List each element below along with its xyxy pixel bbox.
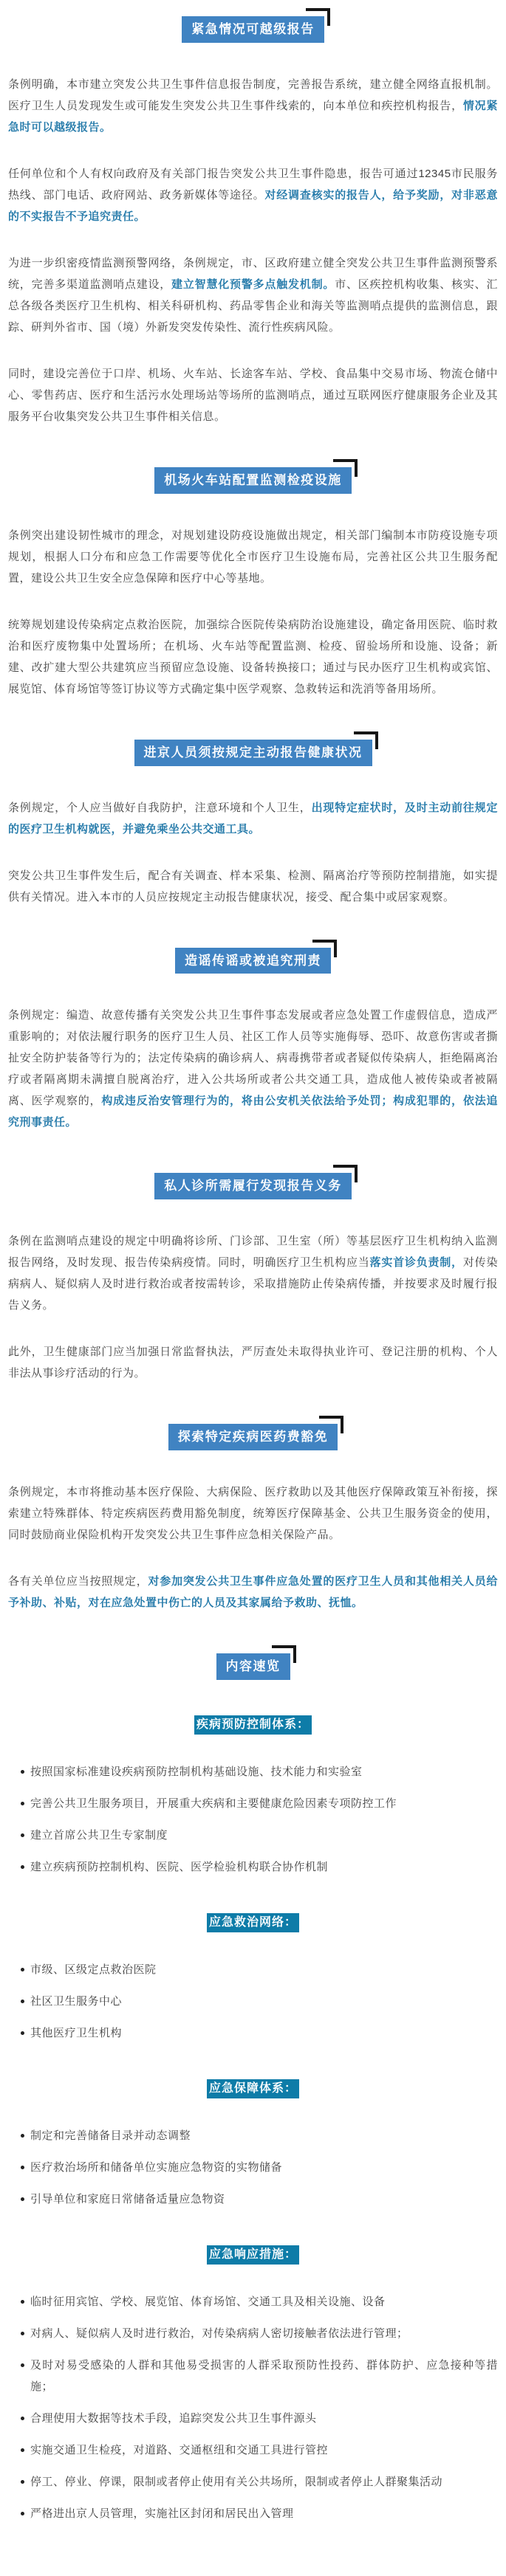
list-item — [21, 2188, 498, 2210]
text-run: 突发公共卫生事件发生后，配合有关调查、样本采集、检测、隔离治疗等预防控制措施，如实提供有关情况。进入本市的人员应按规定主动报告健康状况，接受、配合集中或居家观察。 — [8, 869, 498, 903]
article-sections — [8, 16, 498, 1614]
list-item-text: 停工、停业、停课，限制或者停止使用有关公共场所，限制或者停止人群聚集活动 — [30, 2475, 443, 2488]
list-item-text: 严格进出京人员管理，实施社区封闭和居民出入管理 — [30, 2507, 294, 2520]
section-badge — [182, 16, 324, 43]
section-title: 紧急情况可越级报告 — [191, 22, 315, 36]
list-item — [21, 2291, 498, 2312]
section-title: 私人诊所需履行发现报告义务 — [164, 1179, 342, 1194]
bullet-dot-icon — [21, 1865, 24, 1869]
section-header — [8, 1424, 498, 1450]
bullet-dot-icon — [21, 1802, 24, 1805]
list-item-text: 建立疾病预防控制机构、医院、医学检验机构联合协作机制 — [30, 1860, 329, 1873]
bullet-dot-icon — [21, 2417, 24, 2420]
bullet-dot-icon — [21, 2031, 24, 2035]
section-title: 探索特定疾病医药费豁免 — [177, 1430, 329, 1444]
corner-bracket-icon — [306, 8, 330, 26]
list-item-text: 对病人、疑似病人及时进行救治，对传染病病人密切接触者依法进行管理； — [30, 2327, 408, 2340]
group-badge: 应急救治网络： — [207, 1913, 299, 1932]
article-page — [0, 16, 506, 2576]
bullet-dot-icon — [21, 2363, 24, 2367]
bullet-list — [8, 2291, 498, 2524]
list-item — [21, 2022, 498, 2044]
bullet-dot-icon — [21, 2512, 24, 2515]
list-item — [21, 1793, 498, 1814]
bullet-dot-icon — [21, 2166, 24, 2169]
group-header — [8, 1715, 498, 1735]
text-run: 为进一步织密疫情监测预警网络，条例规定，市、区政府建立健全突发公共卫生事件监测预警系统，完善多渠道监测哨点建设， — [8, 256, 498, 291]
list-item-text: 及时对易受感染的人群和其他易受损害的人群采取预防性投药、群体防护、应急接种等措施； — [30, 2358, 498, 2393]
group-header — [8, 1913, 498, 1932]
section-badge — [168, 1424, 338, 1450]
list-item — [21, 1991, 498, 2012]
list-item — [21, 2323, 498, 2344]
section-badge — [154, 1173, 352, 1199]
paragraph — [8, 1005, 498, 1133]
list-item-text: 建立首席公共卫生专家制度 — [30, 1828, 168, 1842]
text-run: 此外，卫生健康部门应当加强日常监督执法，严厉查处未取得执业许可、登记注册的机构、个人非法从事诊疗活动的行为。 — [8, 1346, 498, 1380]
section-badge — [175, 948, 331, 974]
text-run: 统筹规划建设传染病定点救治医院，加强综合医院传染病防治设施建设，确定备用医院、临时救治和医疗废物集中处置场所；在机场、火车站等配置监测、检疫、留验场所和设施、设备；新建、改扩建大型公共建筑应当预留应急设施、设备转换接口；通过与民办医疗卫生机构或宾馆、展览馆、体育场馆等签订协议等方式确定集中医学观察、急救转运和洗消等备用场所。 — [8, 618, 498, 695]
list-item — [21, 2355, 498, 2397]
bullet-dot-icon — [21, 2300, 24, 2304]
text-run: 条例规定，本市将推动基本医疗保险、大病保险、医疗救助以及其他医疗保障政策互补衔接，探索建立特殊群体、特定疾病医药费用豁免制度，统筹医疗保障基金、公共卫生服务资金的使用，同时鼓励商业保险机构开发突发公共卫生事件应急相关保险产品。 — [8, 1486, 498, 1542]
paragraph — [8, 1571, 498, 1614]
group-badge: 应急保障体系： — [207, 2079, 299, 2098]
bullet-list — [8, 2125, 498, 2210]
list-item-text: 按照国家标准建设疾病预防控制机构基础设施、技术能力和实验室 — [30, 1765, 363, 1778]
group-header — [8, 2079, 498, 2098]
bullet-dot-icon — [21, 2197, 24, 2201]
bullet-dot-icon — [21, 1968, 24, 1971]
list-item — [21, 1856, 498, 1878]
list-item — [21, 1761, 498, 1783]
paragraph — [8, 525, 498, 589]
list-item-text: 临时征用宾馆、学校、展览馆、体育场馆、交通工具及相关设施、设备 — [30, 2295, 386, 2308]
list-item — [21, 1825, 498, 1846]
list-item-text: 市级、区级定点救治医院 — [30, 1963, 157, 1976]
list-item — [21, 2125, 498, 2146]
text-run: 条例规定：编造、故意传播有关突发公共卫生事件事态发展或者应急处置工作虚假信息，造成严重影响的；对依法履行职务的医疗卫生人员、社区工作人员等实施侮辱、恐吓、故意伤害或者撕扯安全防护装备等行为的；法定传染病的确诊病人、病毒携带者或者疑似传染病人，拒绝隔离治疗或者隔离期未满擅自脱离治疗，进入公共场所或者公共交通工具，造成他人被传染或者被隔离、医学观察的， — [8, 1009, 498, 1108]
text-run: 条例突出建设韧性城市的理念，对规划建设防疫设施做出规定，相关部门编制本市防疫设施专项规划，根据人口分布和应急工作需要等优化全市医疗卫生设施布局，完善社区公共卫生服务配置，建设公共卫生安全应急保障和医疗中心等基地。 — [8, 528, 498, 585]
list-item-text: 其他医疗卫生机构 — [30, 2026, 123, 2039]
text-run: 市、区疾控机构收集、核实、汇总各级各类医疗卫生机构、相关科研机构、药品零售企业和海关等监测哨点提供的监测信息，跟踪、研判外省市、国（境）外新发突发传染性、流行性疾病风险。 — [8, 278, 498, 334]
highlight-run: 构成违反治安管理行为的，将由公安机关依法给予处罚；构成犯罪的，依法追究刑事责任。 — [8, 1095, 498, 1129]
list-item — [21, 2471, 498, 2493]
corner-bracket-icon — [354, 731, 378, 749]
list-item-text: 医疗救治场所和储备单位实施应急物资的实物储备 — [30, 2160, 283, 2174]
group-badge: 应急响应措施： — [207, 2245, 299, 2265]
text-run: 任何单位和个人有权向政府及有关部门报告突发公共卫生事件隐患，报告可通过12345市民服务热线、部门电话、政府网站、政务新媒体等途径。 — [8, 167, 498, 202]
paragraph — [8, 252, 498, 338]
section-badge — [134, 740, 372, 766]
paragraph — [8, 865, 498, 908]
corner-bracket-icon — [333, 1165, 358, 1182]
paragraph — [8, 363, 498, 427]
list-item — [21, 2503, 498, 2524]
list-item — [21, 1959, 498, 1980]
section-header — [8, 16, 498, 43]
highlight-run: 出现特定症状时，及时主动前往规定的医疗卫生机构就医，并避免乘坐公共交通工具。 — [8, 801, 498, 836]
paragraph — [8, 163, 498, 227]
list-item-text: 引导单位和家庭日常储备适量应急物资 — [30, 2192, 225, 2205]
bullet-dot-icon — [21, 2480, 24, 2484]
bullet-dot-icon — [21, 1833, 24, 1837]
list-item — [21, 2408, 498, 2429]
group-badge: 疾病预防控制体系： — [194, 1715, 312, 1735]
corner-bracket-icon — [272, 1645, 296, 1663]
paragraph — [8, 1481, 498, 1546]
highlight-run: 对经调查核实的报告人，给予奖励，对非恶意的不实报告不予追究责任。 — [8, 188, 498, 223]
bullet-list — [8, 1959, 498, 2044]
section-title: 造谣传谣或被追究刑责 — [185, 953, 321, 968]
paragraph — [8, 74, 498, 138]
list-item-text: 合理使用大数据等技术手段，追踪突发公共卫生事件源头 — [30, 2411, 317, 2425]
text-run: 对传染病病人、疑似病人及时进行救治或者按需转诊，采取措施防止传染病传播，并按要求及时履行报告义务。 — [8, 1256, 498, 1312]
text-run: 条例在监测哨点建设的规定中明确将诊所、门诊部、卫生室（所）等基层医疗卫生机构纳入监测报告网络，及时发现、报告传染病疫情。同时，明确医疗卫生机构应当 — [8, 1235, 498, 1270]
highlight-run: 建立智慧化预警多点触发机制。 — [171, 278, 335, 291]
highlight-run: 情况紧急时可以越级报告。 — [8, 99, 498, 134]
list-item — [21, 2439, 498, 2461]
corner-bracket-icon — [333, 459, 358, 477]
text-run: 条例明确，本市建立突发公共卫生事件信息报告制度，完善报告系统，建立健全网络直报机制。医疗卫生人员发现发生或可能发生突发公共卫生事件线索的，向本单位和疾控机构报告， — [8, 78, 498, 112]
paragraph — [8, 1230, 498, 1316]
bullet-dot-icon — [21, 2332, 24, 2335]
list-item-text: 社区卫生服务中心 — [30, 1994, 123, 2008]
text-run: 各有关单位应当按照规定， — [8, 1575, 148, 1588]
section-header — [8, 740, 498, 766]
text-run: 同时，建设完善位于口岸、机场、火车站、长途客车站、学校、食品集中交易市场、物流仓储中心、零售药店、医疗和生活污水处理场站等场所的监测哨点，通过互联网医疗健康服务企业及其服务平台收集突发公共卫生事件相关信息。 — [8, 367, 498, 423]
corner-bracket-icon — [319, 1416, 343, 1433]
section-badge — [154, 467, 352, 494]
bullet-list — [8, 1761, 498, 1878]
bullet-dot-icon — [21, 1770, 24, 1774]
quickview-title: 内容速览 — [225, 1659, 281, 1674]
section-header — [8, 467, 498, 494]
section-title: 机场火车站配置监测检疫设施 — [164, 472, 342, 487]
list-item-text: 制定和完善储备目录并动态调整 — [30, 2129, 191, 2142]
bullet-dot-icon — [21, 2448, 24, 2452]
section-header — [8, 1173, 498, 1199]
paragraph — [8, 614, 498, 700]
quickview-badge — [216, 1653, 290, 1680]
list-item — [21, 2157, 498, 2178]
paragraph — [8, 797, 498, 840]
text-run: 条例规定，个人应当做好自我防护，注意环境和个人卫生， — [8, 801, 312, 814]
corner-bracket-icon — [312, 940, 337, 957]
group-header — [8, 2245, 498, 2265]
highlight-run: 落实首诊负责制， — [369, 1256, 463, 1270]
quickview-header — [8, 1653, 498, 1680]
highlight-run: 对参加突发公共卫生事件应急处置的医疗卫生人员和其他相关人员给予补助、补贴，对在应急处置中伤亡的人员及其家属给予救助、抚恤。 — [8, 1575, 498, 1610]
list-item-text: 完善公共卫生服务项目，开展重大疾病和主要健康危险因素专项防控工作 — [30, 1797, 397, 1810]
bullet-dot-icon — [21, 2134, 24, 2138]
list-item-text: 实施交通卫生检疫，对道路、交通枢纽和交通工具进行管控 — [30, 2443, 329, 2456]
bullet-dot-icon — [21, 2000, 24, 2003]
section-title: 进京人员须按规定主动报告健康状况 — [143, 745, 363, 760]
quickview-groups — [8, 1715, 498, 2524]
paragraph — [8, 1341, 498, 1384]
section-header — [8, 948, 498, 974]
